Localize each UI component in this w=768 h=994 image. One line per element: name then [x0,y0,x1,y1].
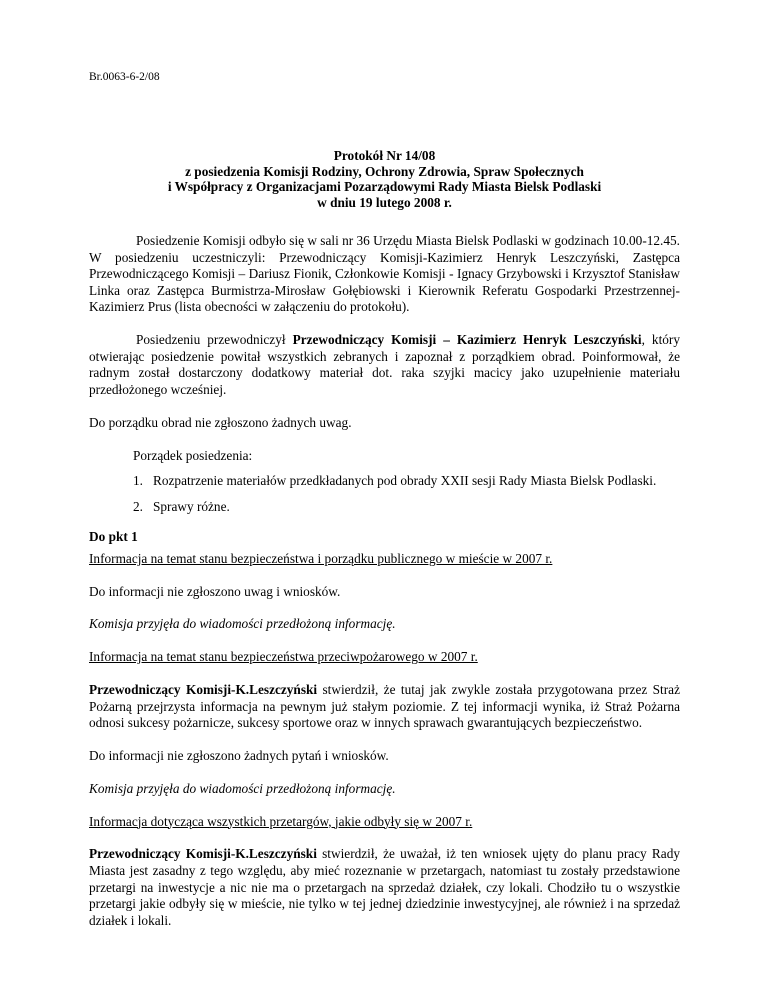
document-reference-number: Br.0063-6-2/08 [89,71,160,83]
agenda-title: Porządek posiedzenia: [133,447,253,463]
chair-paragraph-after: , który otwierając posiedzenie powitał wszystkich zebranych i zapoznał z porządkiem obrad. Poinformował, że radnym został dostarczony dodatkowy materiał dot. raka szyjki macicy jako uzupełnienie materiału przedłożonego wcześniej. [89,332,680,397]
intro-paragraph: Posiedzenie Komisji odbyło się w sali nr 36 Urzędu Miasta Bielsk Podlaski w godzinach 10.00-12.45. W posiedzeniu uczestniczyli: Przewodniczący Komisji-Kazimierz Henryk Leszczyński, Zastępca Przewodniczącego Komisji – Dariusz Fionik, Członkowie Komisji - Ignacy Grzybowski i Krzysztof Stanisław Linka oraz Zastępca Burmistrza-Mirosław Gołębiowski i Kierownik Referatu Gospodarki Przestrzennej-Kazimierz Prus (lista obecności w załączeniu do protokołu). [89,233,680,315]
topic-2-heading: Informacja na temat stanu bezpieczeństwa przeciwpożarowego w 2007 r. [89,649,478,665]
agenda-item-number: 2. [133,498,143,514]
agenda [133,448,680,516]
topic-3-heading: Informacja dotycząca wszystkich przetargów, jakie odbyły się w 2007 r. [89,813,473,829]
topic-2-remarks: Do informacji nie zgłoszono żadnych pytań i wniosków. [89,747,389,763]
document-body [89,233,680,945]
topic-1-heading: Informacja na temat stanu bezpieczeństwa i porządku publicznego w mieście w 2007 r. [89,550,553,566]
agenda-item-number: 1. [133,473,143,489]
topic-3-speaker: Przewodniczący Komisji-K.Leszczyński [89,846,317,862]
title-line: z posiedzenia Komisji Rodziny, Ochrony Zdrowia, Spraw Społecznych [185,163,584,179]
agenda-item-text: Sprawy różne. [153,498,230,514]
agenda-remarks: Do porządku obrad nie zgłoszono żadnych uwag. [89,414,352,430]
topic-2-speaker: Przewodniczący Komisji-K.Leszczyński [89,682,318,697]
topic-1-conclusion: Komisja przyjęła do wiadomości przedłożoną informację. [89,616,396,632]
topic-3-paragraph [89,846,680,929]
document-title [89,148,680,210]
topic-3-text: stwierdził, że uważał, iż ten wniosek ujęty do planu pracy Rady Miasta jest zasadny z tego względu, aby mieć rozeznanie w przetargach, natomiast tu zostały przedstawione przetargi na inwestycje a nic nie ma o przetargach na sprzedaż działek, czy lokali. Chodziło tu o wszystkie przetargi jakie odbyły się w mieście, nie tylko w tej jednej dziedzinie inwestycyjnej, ale również i na sprzedaż działek i lokali. [89,846,680,928]
topic-2-paragraph [89,682,680,732]
topic-2-conclusion: Komisja przyjęła do wiadomości przedłożoną informację. [89,780,396,796]
title-line: i Współpracy z Organizacjami Pozarządowymi Rady Miasta Bielsk Podlaski [167,179,602,194]
chair-paragraph [89,332,680,398]
topic-1-remarks: Do informacji nie zgłoszono uwag i wniosków. [89,583,341,599]
point-1-heading: Do pkt 1 [89,529,138,545]
topic-2-text: stwierdził, że tutaj jak zwykle została przygotowana przez Straż Pożarną przejrzysta informacja na pewnym już stałym poziomie. Z tej informacji wynika, iż Straż Pożarna odnosi sukcesy pożarnicze, sukcesy sportowe oraz w innych sprawach gwarantujących bezpieczeństwo. [89,682,680,731]
agenda-item [133,473,680,490]
chair-paragraph-before: Posiedzeniu przewodniczył [136,332,293,348]
chair-name-bold: Przewodniczący Komisji – Kazimierz Henryk Leszczyński [292,332,642,348]
title-line: Protokół Nr 14/08 [333,148,436,163]
title-line: w dniu 19 lutego 2008 r. [317,194,452,210]
agenda-item [133,499,680,516]
agenda-item-text: Rozpatrzenie materiałów przedkładanych pod obrady XXII sesji Rady Miasta Bielsk Podlaski. [153,473,657,489]
